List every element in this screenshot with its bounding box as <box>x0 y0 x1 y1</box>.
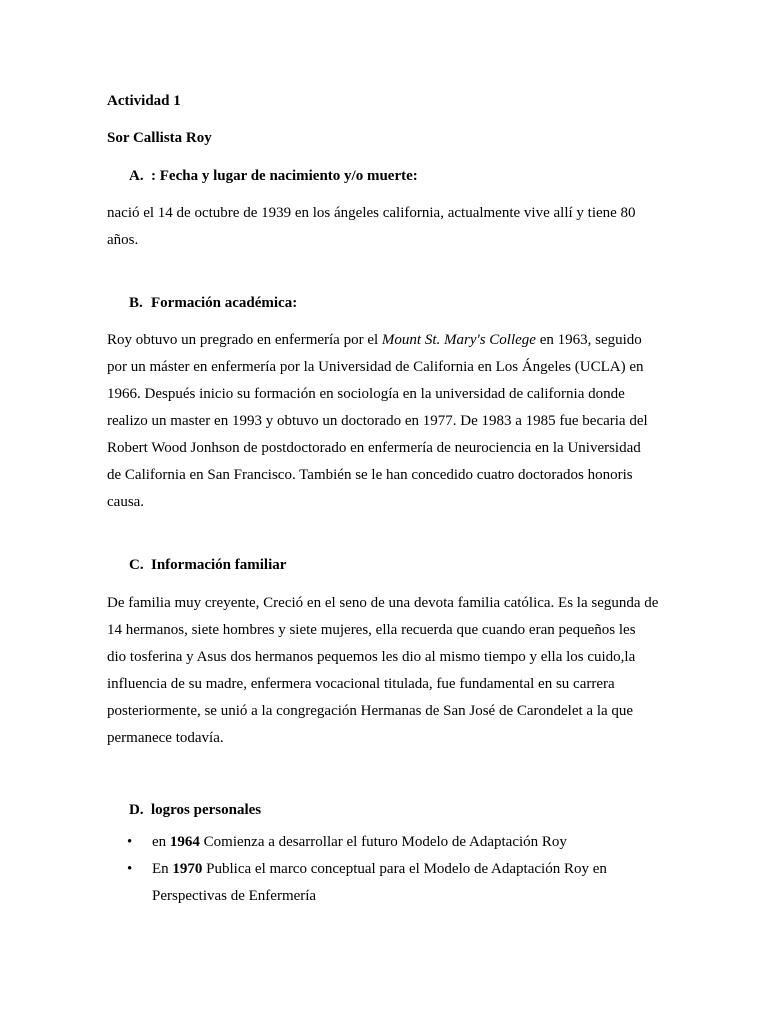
list-item-continuation: Perspectivas de Enfermería <box>152 888 317 904</box>
section-b-line-2: por un máster en enfermería por la Universidad de California en Los Ángeles (UCLA) en <box>107 359 644 375</box>
section-c-line-1: De familia muy creyente, Creció en el seno de una devota familia católica. Es la segunda de <box>107 595 659 611</box>
list-item-text <box>152 829 667 856</box>
bullet-icon: • <box>127 861 133 877</box>
list-item-body: Publica el marco conceptual para el Modelo de Adaptación Roy en <box>202 861 607 877</box>
list-item-body: Comienza a desarrollar el futuro Modelo de Adaptación Roy <box>199 834 567 850</box>
list-item-year: 1964 <box>169 834 200 850</box>
section-a-letter: A. <box>129 168 144 184</box>
section-b-title: Formación académica: <box>151 295 298 311</box>
section-a-line-1: nació el 14 de octubre de 1939 en los ángeles california, actualmente vive allí y tiene 80 <box>107 205 636 221</box>
section-c-line-6: permanece todavía. <box>107 730 224 746</box>
section-b-line-6: de California en San Francisco. También se le han concedido cuatro doctorados honoris <box>107 467 633 483</box>
section-b-line-3: 1966. Después inicio su formación en sociología en la universidad de california donde <box>107 386 625 402</box>
section-c-line-5: posteriormente, se unió a la congregación Hermanas de San José de Carondelet a la que <box>107 703 634 719</box>
section-c-letter: C. <box>129 557 144 573</box>
section-c-line-4: influencia de su madre, enfermera vocacional titulada, fue fundamental en su carrera <box>107 676 615 692</box>
activity-title: Actividad 1 <box>107 93 181 109</box>
section-c-line-2: 14 hermanos, siete hombres y siete mujeres, ella recuerda que cuando eran pequeños les <box>107 622 636 638</box>
section-b-line-1 <box>107 331 642 349</box>
list-item-prefix: en <box>152 834 170 850</box>
section-a-heading <box>129 167 418 185</box>
bullet-icon: • <box>127 834 133 850</box>
section-c-heading <box>129 556 286 574</box>
section-c-title: Información familiar <box>151 557 287 573</box>
section-a-line-2: años. <box>107 232 139 248</box>
section-d-heading <box>129 801 261 819</box>
section-b-heading <box>129 294 297 312</box>
section-b-line-1-post: en 1963, seguido <box>535 332 642 348</box>
college-name: Mount St. Mary's College <box>381 332 536 348</box>
section-b-line-4: realizo un master en 1993 y obtuvo un doctorado en 1977. De 1983 a 1985 fue becaria del <box>107 413 648 429</box>
person-name: Sor Callista Roy <box>107 130 212 146</box>
list-item-prefix: En <box>152 861 173 877</box>
section-a-title: : Fecha y lugar de nacimiento y/o muerte: <box>151 168 418 184</box>
section-b-line-1-pre: Roy obtuvo un pregrado en enfermería por el <box>107 332 382 348</box>
section-b-line-7: causa. <box>107 494 145 510</box>
section-c-line-3: dio tosferina y Asus dos hermanos pequemos les dio al mismo tiempo y ella los cuido,la <box>107 649 636 665</box>
section-d-letter: D. <box>129 802 144 818</box>
section-d-title: logros personales <box>151 802 262 818</box>
section-b-letter: B. <box>129 295 143 311</box>
list-item-text <box>152 856 667 910</box>
list-item-year: 1970 <box>172 861 203 877</box>
section-b-line-5: Robert Wood Jonhson de postdoctorado en enfermería de neurociencia en la Universidad <box>107 440 641 456</box>
